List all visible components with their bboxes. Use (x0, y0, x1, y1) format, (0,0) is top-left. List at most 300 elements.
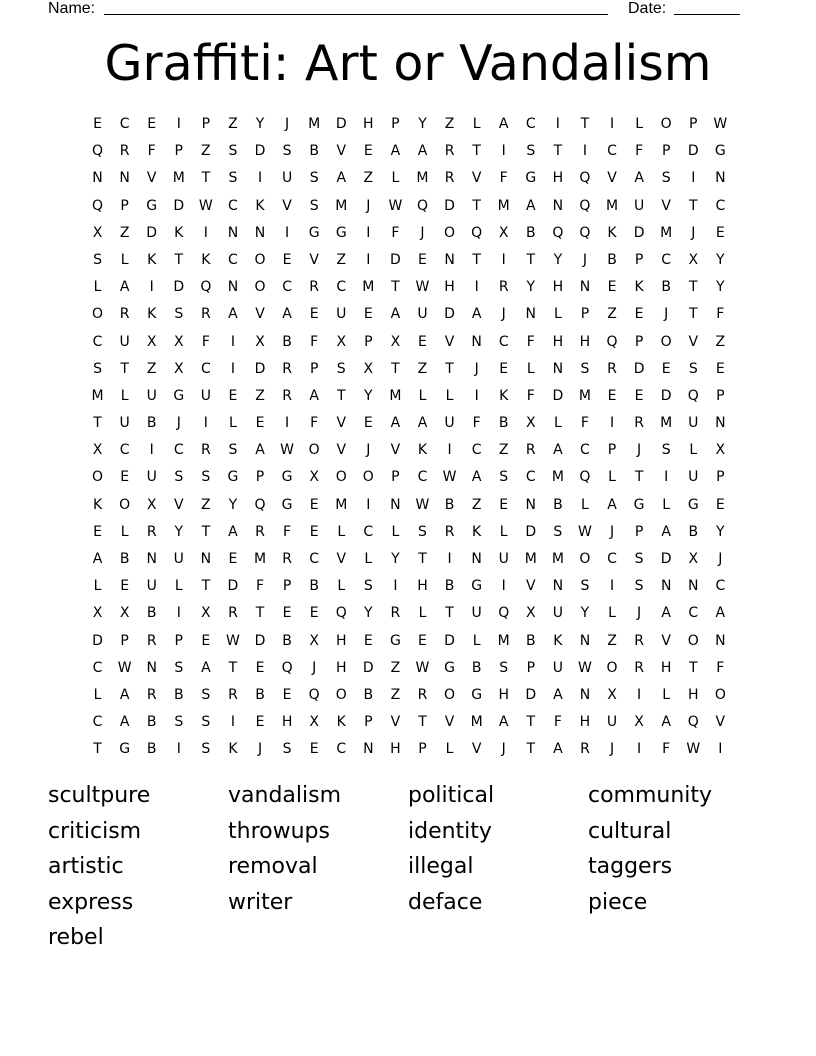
grid-letter: V (471, 741, 482, 758)
grid-letter: H (660, 659, 672, 676)
grid-letter: N (552, 578, 564, 595)
grid-letter: N (200, 551, 212, 567)
grid-letter: X (146, 333, 157, 350)
grid-letter: N (660, 578, 672, 595)
grid-letter: W (578, 523, 592, 540)
grid-letter: L (689, 442, 698, 459)
grid-letter: L (635, 116, 643, 132)
grid-letter: I (149, 279, 154, 296)
word-bank-item: rebel (48, 925, 104, 950)
grid-letter: S (93, 251, 102, 268)
grid-row (84, 736, 734, 763)
grid-letter: J (366, 442, 371, 459)
grid-letter: I (366, 251, 371, 268)
grid-letter: N (227, 279, 239, 296)
word-bank-item: express (48, 889, 134, 915)
grid-letter: B (498, 415, 509, 432)
grid-letter: P (716, 387, 725, 404)
grid-letter: J (609, 741, 615, 758)
grid-letter: S (201, 469, 211, 486)
grid-letter: B (661, 279, 671, 296)
grid-row (84, 464, 734, 491)
grid-letter: I (474, 387, 479, 404)
grid-letter: V (255, 306, 265, 323)
grid-letter: O (335, 469, 347, 486)
grid-letter: R (634, 659, 644, 676)
grid-letter: G (335, 224, 347, 241)
grid-letter: A (119, 686, 130, 703)
grid-row (84, 111, 734, 138)
grid-letter: F (255, 578, 265, 595)
grid-letter: I (718, 741, 723, 758)
grid-letter: U (552, 605, 563, 622)
grid-letter: R (444, 523, 455, 540)
grid-letter: D (525, 686, 537, 703)
grid-letter: O (444, 224, 456, 241)
grid-row (84, 709, 734, 736)
grid-letter: A (390, 143, 401, 160)
grid-letter: Y (716, 523, 725, 540)
grid-letter: M (605, 197, 619, 214)
grid-letter: Y (418, 116, 427, 132)
grid-letter: Z (390, 659, 401, 676)
grid-letter: Q (308, 686, 320, 703)
grid-letter: O (119, 496, 131, 513)
grid-letter: H (444, 279, 455, 296)
grid-letter: V (661, 632, 671, 649)
grid-letter: W (686, 741, 701, 758)
grid-letter: M (389, 387, 402, 404)
grid-letter: N (444, 251, 455, 268)
grid-letter: L (526, 360, 535, 377)
grid-letter: L (662, 496, 671, 513)
grid-letter: V (688, 333, 699, 350)
grid-letter: B (119, 551, 130, 567)
grid-letter: J (637, 605, 642, 622)
grid-letter: F (283, 523, 292, 540)
grid-letter: H (335, 659, 347, 676)
grid-letter: I (447, 551, 452, 567)
grid-letter: C (688, 605, 699, 622)
grid-letter: E (715, 360, 725, 377)
grid-letter: P (634, 523, 644, 540)
word-bank-item: artistic (48, 854, 124, 879)
word-bank-item: illegal (408, 854, 474, 879)
grid-letter: C (228, 251, 238, 268)
grid-letter: A (553, 741, 563, 758)
grid-letter: M (335, 496, 348, 513)
grid-letter: U (633, 197, 645, 214)
word-bank-item: taggers (588, 854, 673, 879)
grid-letter: I (176, 741, 181, 758)
word-bank-item: criticism (48, 818, 142, 844)
grid-letter: J (474, 360, 479, 377)
grid-letter: B (146, 605, 157, 622)
grid-letter: E (147, 116, 157, 132)
word-bank-item: deface (408, 889, 483, 915)
grid-letter: P (607, 442, 617, 459)
grid-letter: S (228, 170, 238, 187)
grid-letter: L (581, 496, 589, 513)
grid-letter: O (660, 116, 672, 132)
grid-letter: L (93, 686, 102, 703)
grid-letter: A (255, 442, 265, 459)
grid-letter: O (92, 469, 104, 486)
grid-letter: L (662, 686, 671, 703)
grid-letter: D (552, 387, 564, 404)
grid-letter: K (201, 251, 211, 268)
grid-letter: X (525, 605, 536, 622)
grid-letter: C (715, 578, 726, 595)
grid-letter: E (201, 632, 211, 649)
grid-letter: E (634, 306, 644, 323)
grid-letter: T (336, 387, 346, 404)
grid-letter: Z (390, 686, 401, 703)
grid-letter: Y (526, 279, 536, 296)
grid-letter: L (120, 387, 129, 404)
grid-letter: I (176, 116, 181, 132)
grid-letter: K (607, 224, 617, 241)
grid-letter: T (418, 714, 427, 731)
grid-letter: G (687, 496, 699, 513)
word-bank-item: writer (228, 889, 293, 915)
grid-letter: R (146, 632, 157, 649)
grid-letter: B (525, 224, 536, 241)
grid-letter: C (525, 469, 536, 486)
grid-letter: Q (200, 279, 212, 296)
grid-letter: Z (471, 496, 482, 513)
word-bank (48, 780, 768, 958)
grid-letter: B (309, 578, 319, 595)
page-title: Graffiti: Art or Vandalism (104, 35, 712, 92)
grid-letter: D (687, 143, 699, 160)
grid-letter: U (146, 387, 157, 404)
grid-letter: Q (281, 659, 293, 676)
grid-letter: B (282, 632, 292, 649)
grid-letter: N (146, 551, 157, 567)
grid-letter: P (580, 306, 590, 323)
grid-letter: L (337, 578, 346, 595)
grid-letter: C (498, 333, 509, 350)
grid-letter: T (201, 523, 211, 540)
grid-letter: G (308, 224, 320, 241)
grid-letter: B (146, 714, 157, 731)
grid-letter: I (149, 442, 154, 459)
grid-letter: J (637, 442, 642, 459)
grid-letter: R (228, 686, 238, 703)
grid-letter: T (580, 116, 590, 132)
grid-row (84, 356, 734, 383)
grid-letter: F (580, 415, 589, 432)
grid-letter: A (471, 306, 482, 323)
grid-letter: U (281, 170, 293, 187)
grid-letter: T (93, 741, 102, 758)
grid-letter: A (228, 306, 238, 323)
grid-letter: X (92, 224, 103, 241)
grid-letter: F (716, 306, 725, 323)
grid-letter: R (580, 741, 590, 758)
grid-letter: U (606, 714, 618, 731)
grid-letter: M (253, 551, 267, 567)
grid-letter: W (713, 116, 728, 132)
grid-letter: N (579, 686, 591, 703)
grid-letter: B (309, 143, 319, 160)
grid-letter: D (525, 523, 537, 540)
grid-letter: C (92, 659, 103, 676)
grid-letter: L (499, 523, 508, 540)
grid-letter: D (146, 224, 158, 241)
grid-letter: B (553, 496, 563, 513)
grid-letter: E (363, 143, 373, 160)
grid-letter: K (417, 442, 428, 459)
grid-letter: Q (416, 197, 428, 214)
grid-letter: E (634, 387, 644, 404)
grid-letter: B (173, 686, 184, 703)
grid-letter: E (418, 251, 427, 268)
grid-letter: E (607, 279, 617, 296)
grid-letter: L (93, 578, 102, 595)
grid-row (84, 301, 734, 328)
grid-letter: L (120, 523, 129, 540)
grid-row (84, 519, 734, 546)
grid-letter: C (119, 116, 130, 132)
grid-letter: H (363, 116, 374, 132)
grid-letter: X (498, 224, 509, 241)
grid-letter: G (146, 197, 158, 214)
grid-letter: K (174, 224, 184, 241)
grid-letter: M (91, 387, 104, 404)
grid-letter: S (228, 442, 238, 459)
grid-letter: E (120, 578, 130, 595)
grid-letter: U (471, 605, 482, 622)
grid-letter: V (336, 415, 347, 432)
grid-letter: U (200, 387, 211, 404)
grid-letter: E (282, 251, 292, 268)
grid-letter: N (715, 415, 726, 432)
grid-letter: U (552, 659, 563, 676)
grid-letter: E (715, 224, 725, 241)
grid-letter: E (309, 306, 319, 323)
grid-letter: K (336, 714, 346, 731)
grid-letter: L (445, 741, 454, 758)
grid-letter: J (609, 523, 615, 540)
grid-letter: R (444, 170, 455, 187)
grid-letter: S (499, 659, 509, 676)
grid-letter: V (309, 251, 319, 268)
grid-row (84, 193, 734, 220)
grid-letter: N (92, 170, 103, 187)
grid-letter: L (553, 415, 562, 432)
grid-letter: V (607, 170, 617, 187)
grid-letter: N (688, 578, 699, 595)
grid-letter: L (93, 279, 102, 296)
grid-letter: L (608, 469, 616, 486)
grid-letter: E (363, 632, 373, 649)
grid-letter: W (198, 197, 213, 214)
grid-row (84, 165, 734, 192)
grid-letter: T (120, 360, 129, 377)
grid-letter: T (553, 143, 563, 160)
grid-letter: Q (498, 605, 510, 622)
grid-letter: O (444, 686, 456, 703)
grid-letter: X (525, 415, 536, 432)
grid-letter: M (335, 197, 348, 214)
word-bank-item: political (408, 783, 495, 808)
grid-letter: G (119, 741, 131, 758)
grid-letter: B (607, 251, 617, 268)
grid-letter: I (176, 605, 181, 622)
grid-letter: P (418, 741, 427, 758)
grid-letter: N (227, 224, 239, 241)
grid-letter: O (606, 659, 618, 676)
grid-letter: Z (715, 333, 726, 350)
grid-letter: Z (607, 306, 617, 323)
grid-letter: D (444, 197, 455, 214)
grid-letter: L (418, 387, 427, 404)
grid-letter: A (553, 442, 563, 459)
grid-letter: L (174, 578, 183, 595)
grid-letter: A (661, 714, 671, 731)
grid-letter: S (228, 143, 238, 160)
grid-letter: O (579, 551, 591, 567)
grid-letter: F (553, 714, 562, 731)
grid-letter: K (553, 632, 563, 649)
grid-letter: M (470, 714, 483, 731)
grid-letter: V (390, 714, 401, 731)
grid-letter: Z (336, 251, 347, 268)
grid-letter: N (579, 632, 591, 649)
grid-letter: M (497, 632, 510, 649)
grid-letter: T (255, 605, 265, 622)
word-bank-item: identity (408, 818, 492, 844)
grid-letter: I (285, 224, 290, 241)
grid-letter: B (255, 686, 265, 703)
grid-letter: S (580, 360, 590, 377)
grid-letter: I (203, 415, 208, 432)
grid-letter: A (661, 523, 671, 540)
grid-letter: H (579, 714, 591, 731)
grid-letter: O (254, 251, 266, 268)
grid-letter: H (552, 279, 564, 296)
grid-letter: T (228, 659, 238, 676)
grid-letter: R (282, 551, 292, 567)
grid-letter: Q (92, 143, 104, 160)
word-bank-item: scultpure (48, 783, 151, 808)
grid-letter: D (362, 659, 374, 676)
grid-letter: Z (607, 632, 617, 649)
grid-letter: B (688, 523, 699, 540)
grid-letter: D (227, 578, 239, 595)
grid-letter: P (391, 116, 400, 132)
grid-letter: Y (553, 251, 563, 268)
grid-letter: Z (146, 360, 157, 377)
grid-letter: D (390, 251, 401, 268)
grid-letter: D (173, 279, 185, 296)
grid-letter: T (526, 251, 536, 268)
grid-letter: Z (228, 116, 238, 132)
grid-letter: A (607, 496, 617, 513)
word-bank-item: cultural (588, 818, 672, 844)
grid-letter: S (174, 659, 184, 676)
grid-letter: P (661, 143, 671, 160)
grid-row (84, 682, 734, 709)
grid-letter: U (688, 415, 699, 432)
grid-letter: G (389, 632, 401, 649)
grid-letter: C (607, 143, 617, 160)
grid-letter: N (579, 279, 591, 296)
grid-letter: I (637, 686, 642, 703)
grid-letter: O (714, 686, 726, 703)
grid-letter: N (715, 170, 726, 187)
grid-letter: W (415, 279, 430, 296)
grid-letter: S (201, 686, 211, 703)
grid-letter: S (309, 197, 319, 214)
grid-letter: M (172, 170, 185, 187)
grid-letter: I (664, 469, 669, 486)
grid-letter: V (444, 714, 455, 731)
grid-letter: W (442, 469, 457, 486)
grid-letter: C (282, 279, 292, 296)
grid-letter: Q (92, 197, 104, 214)
grid-letter: F (526, 387, 535, 404)
grid-letter: N (715, 632, 726, 649)
grid-letter: T (201, 170, 211, 187)
grid-letter: R (498, 279, 509, 296)
header-line (48, 0, 748, 20)
grid-letter: N (552, 360, 564, 377)
grid-letter: T (688, 197, 698, 214)
grid-letter: R (119, 306, 130, 323)
grid-letter: A (553, 686, 563, 703)
grid-row (84, 573, 734, 600)
grid-letter: C (309, 551, 320, 567)
grid-letter: N (471, 333, 482, 350)
grid-letter: V (390, 442, 401, 459)
grid-letter: W (578, 659, 592, 676)
grid-letter: I (609, 116, 615, 132)
name-blank-line (104, 14, 608, 15)
grid-letter: Y (174, 523, 184, 540)
grid-letter: T (634, 469, 644, 486)
grid-letter: I (474, 279, 479, 296)
grid-letter: E (255, 659, 265, 676)
grid-letter: E (418, 632, 427, 649)
grid-letter: T (391, 360, 400, 377)
grid-letter: A (634, 170, 644, 187)
grid-letter: G (444, 659, 455, 676)
grid-letter: S (201, 714, 211, 731)
grid-letter: J (501, 306, 506, 323)
grid-letter: M (416, 170, 429, 187)
grid-letter: B (363, 686, 374, 703)
grid-letter: A (336, 170, 347, 187)
grid-letter: I (609, 578, 615, 595)
grid-letter: E (499, 360, 509, 377)
grid-letter: V (444, 333, 455, 350)
word-bank-item: vandalism (228, 783, 342, 808)
word-bank-item: removal (228, 854, 318, 879)
grid-letter: Z (444, 116, 455, 132)
grid-letter: C (580, 442, 590, 459)
grid-letter: F (499, 170, 508, 187)
grid-letter: A (92, 551, 103, 567)
grid-row (84, 546, 734, 573)
grid-letter: A (526, 197, 536, 214)
grid-letter: A (228, 523, 238, 540)
grid-letter: L (120, 251, 129, 268)
grid-letter: V (173, 496, 184, 513)
grid-letter: C (92, 333, 103, 350)
